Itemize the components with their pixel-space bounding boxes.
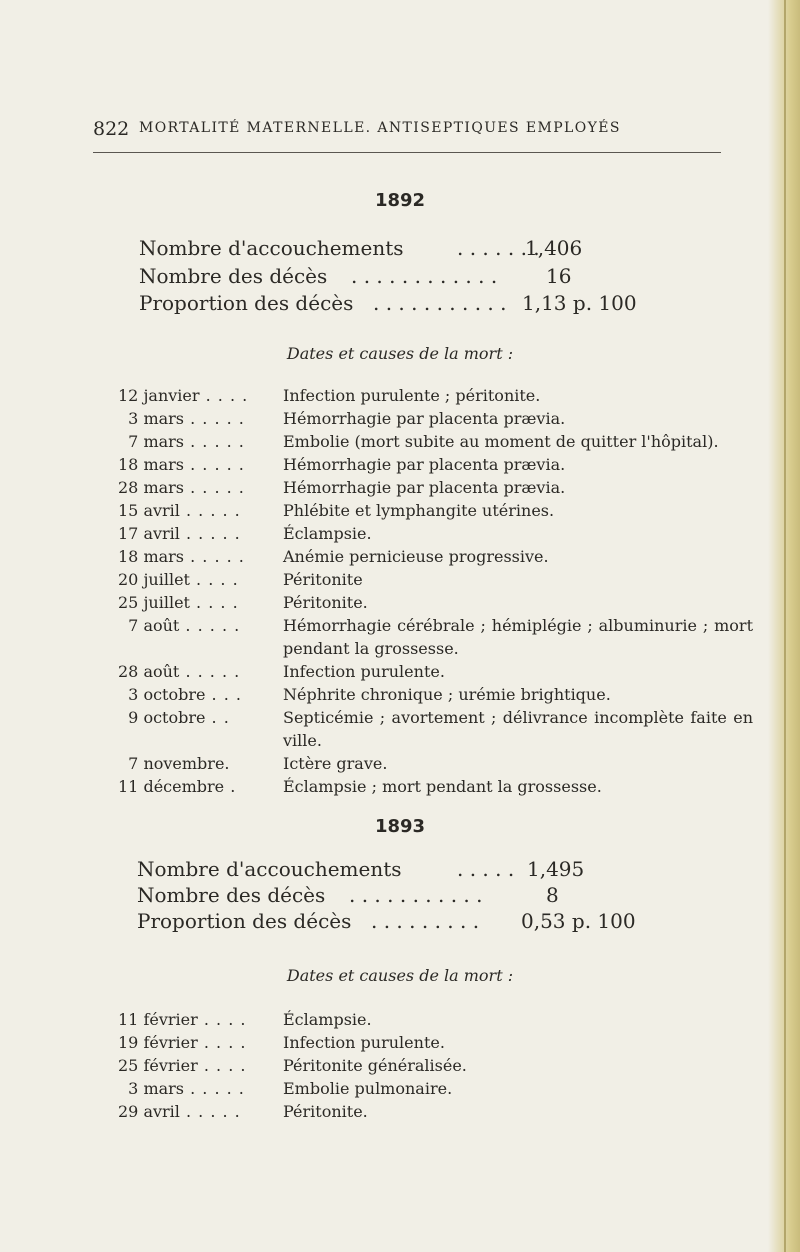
entry-cause: Anémie pernicieuse progressive.: [283, 547, 549, 566]
entry-date: 11 décembre .: [118, 777, 237, 796]
entry-date: 18 mars . . . . .: [118, 547, 245, 566]
header-rule: [93, 152, 721, 153]
running-title: MORTALITÉ MATERNELLE. ANTISEPTIQUES EMPLOYÉS: [139, 120, 621, 136]
running-head: [93, 118, 721, 144]
entry-date: 7 mars . . . . .: [128, 432, 245, 451]
entry-date: 12 janvier . . . .: [118, 386, 249, 405]
leader-dots: . . . . .: [457, 857, 515, 881]
entry-date: 15 avril . . . . .: [118, 501, 241, 520]
leader-dots: . . . . . . .: [457, 236, 540, 260]
leader-dots: . . . . . . . . .: [371, 909, 480, 933]
stat-value: 8: [546, 883, 559, 907]
stat-value: 16: [546, 264, 572, 288]
section-caption: Dates et causes de la mort :: [286, 344, 514, 363]
stat-label: Proportion des décès: [139, 291, 354, 315]
entry-date: 17 avril . . . . .: [118, 524, 241, 543]
stat-label: Nombre d'accouchements: [139, 236, 404, 260]
stat-label: Nombre d'accouchements: [137, 857, 402, 881]
entry-cause: Infection purulente.: [283, 1033, 445, 1052]
entry-cause: Péritonite généralisée.: [283, 1056, 467, 1075]
entry-cause: Péritonite: [283, 570, 363, 589]
entry-date: 11 février . . . .: [118, 1010, 247, 1029]
entry-cause: Éclampsie ; mort pendant la grossesse.: [283, 777, 602, 796]
entry-cause: Hémorrhagie cérébrale ; hémiplégie ; albuminurie ; mort pendant la grossesse.: [283, 616, 753, 658]
entry-date: 28 août . . . . .: [118, 662, 241, 681]
stat-value: 1,406: [525, 236, 583, 260]
entry-cause: Hémorrhagie par placenta prævia.: [283, 409, 566, 428]
stat-value: 1,13 p. 100: [522, 291, 637, 315]
entry-date: 28 mars . . . . .: [118, 478, 245, 497]
stat-value: 0,53 p. 100: [521, 909, 636, 933]
leader-dots: . . . . . . . . . . .: [373, 291, 507, 315]
entry-date: 9 octobre . .: [128, 708, 230, 727]
entry-cause: Septicémie ; avortement ; délivrance incomplète faite en ville.: [283, 708, 753, 750]
entry-cause: Éclampsie.: [283, 1010, 372, 1029]
entry-date: 25 juillet . . . .: [118, 593, 239, 612]
stat-label: Nombre des décès: [139, 264, 328, 288]
entry-date: 25 février . . . .: [118, 1056, 247, 1075]
entry-cause: Embolie pulmonaire.: [283, 1079, 453, 1098]
entry-cause: Phlébite et lymphangite utérines.: [283, 501, 555, 520]
entry-cause: Hémorrhagie par placenta prævia.: [283, 478, 566, 497]
entry-cause: Infection purulente ; péritonite.: [283, 386, 541, 405]
entry-cause: Hémorrhagie par placenta prævia.: [283, 455, 566, 474]
entry-cause: Ictère grave.: [283, 754, 388, 773]
entry-cause: Néphrite chronique ; urémie brightique.: [283, 685, 611, 704]
section-caption: Dates et causes de la mort :: [286, 966, 514, 985]
page-number: 822: [93, 118, 130, 140]
entry-cause: Éclampsie.: [283, 524, 372, 543]
entry-date: 29 avril . . . . .: [118, 1102, 241, 1121]
leader-dots: . . . . . . . . . . .: [349, 883, 483, 907]
entry-date: 20 juillet . . . .: [118, 570, 239, 589]
entry-cause: Péritonite.: [283, 593, 368, 612]
entry-date: 3 mars . . . . .: [128, 409, 245, 428]
entry-date: 7 novembre.: [128, 754, 231, 773]
leader-dots: . . . . . . . . . . . .: [351, 264, 498, 288]
entry-date: 19 février . . . .: [118, 1033, 247, 1052]
section-year-1893: 1893: [374, 816, 426, 837]
page-edge-line: [784, 0, 786, 1252]
entry-date: 7 août . . . . .: [128, 616, 241, 635]
entry-cause: Péritonite.: [283, 1102, 368, 1121]
entry-cause: Infection purulente.: [283, 662, 445, 681]
stat-label: Nombre des décès: [137, 883, 326, 907]
stat-label: Proportion des décès: [137, 909, 352, 933]
stat-value: 1,495: [527, 857, 585, 881]
entry-date: 3 octobre . . .: [128, 685, 242, 704]
entry-cause: Embolie (mort subite au moment de quitter l'hôpital).: [283, 432, 719, 451]
entry-date: 18 mars . . . . .: [118, 455, 245, 474]
section-year-1892: 1892: [374, 190, 426, 211]
entry-date: 3 mars . . . . .: [128, 1079, 245, 1098]
